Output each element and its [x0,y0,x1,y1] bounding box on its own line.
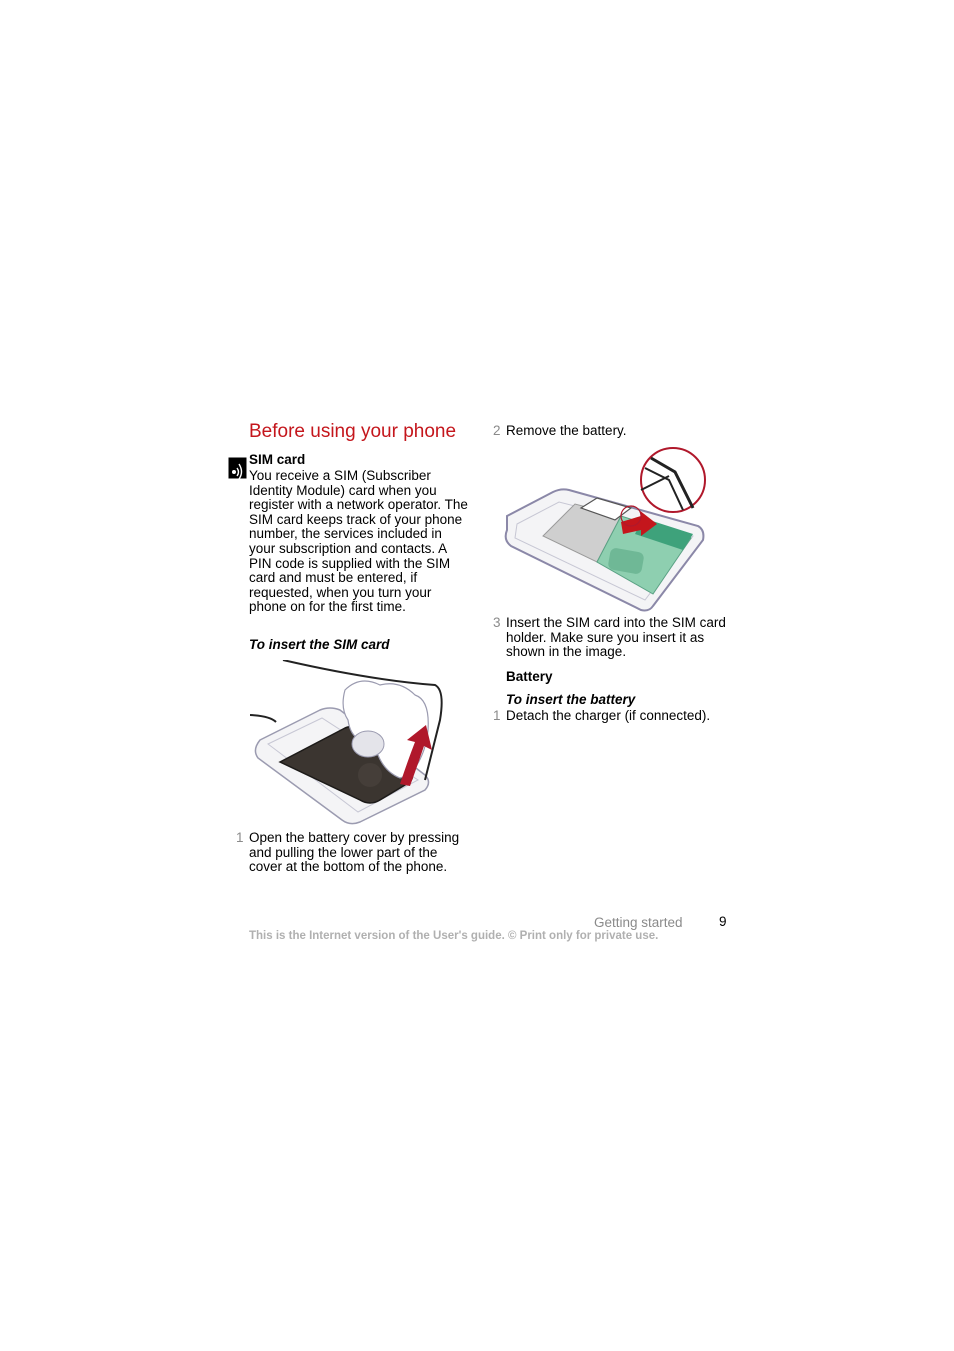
step-3-insert-sim [493,615,728,660]
insert-sim-procedure-heading: To insert the SIM card [249,637,390,652]
step-number: 1 [236,830,244,845]
step-text: Detach the charger (if connected). [506,708,711,723]
step-text: Remove the battery. [506,423,627,438]
page-title: Before using your phone [249,421,457,442]
open-cover-illustration [250,660,450,825]
step-text: Insert the SIM card into the SIM card holder. Make sure you insert it as shown in the image. [506,615,726,660]
insert-battery-procedure-heading: To insert the battery [506,692,636,707]
footer-section-name: Getting started [594,915,683,930]
footer-note: This is the Internet version of the User's guide. © Print only for private use. [249,930,659,942]
sim-holder-illustration [503,446,708,614]
sim-card-paragraph: You receive a SIM (Subscriber Identity Module) card when you register with a network operator. The SIM card keeps track of your phone number, the services included in your subscription and contacts. A PIN code is supplied with the SIM card and must be entered, if requested, when you turn your phone on for the first time. [249,468,468,615]
step-number: 3 [493,615,501,630]
network-operator-icon [228,457,247,479]
step-2-remove-battery [493,423,726,439]
battery-heading: Battery [506,669,553,684]
page-number: 9 [719,914,727,929]
step-text: Open the battery cover by pressing and pulling the lower part of the cover at the bottom of the phone. [249,830,460,875]
sim-card-heading: SIM card [249,452,306,467]
step-number: 1 [493,708,501,723]
battery-step-1 [493,708,736,724]
step-number: 2 [493,423,501,438]
step-1-open-cover [236,830,471,875]
